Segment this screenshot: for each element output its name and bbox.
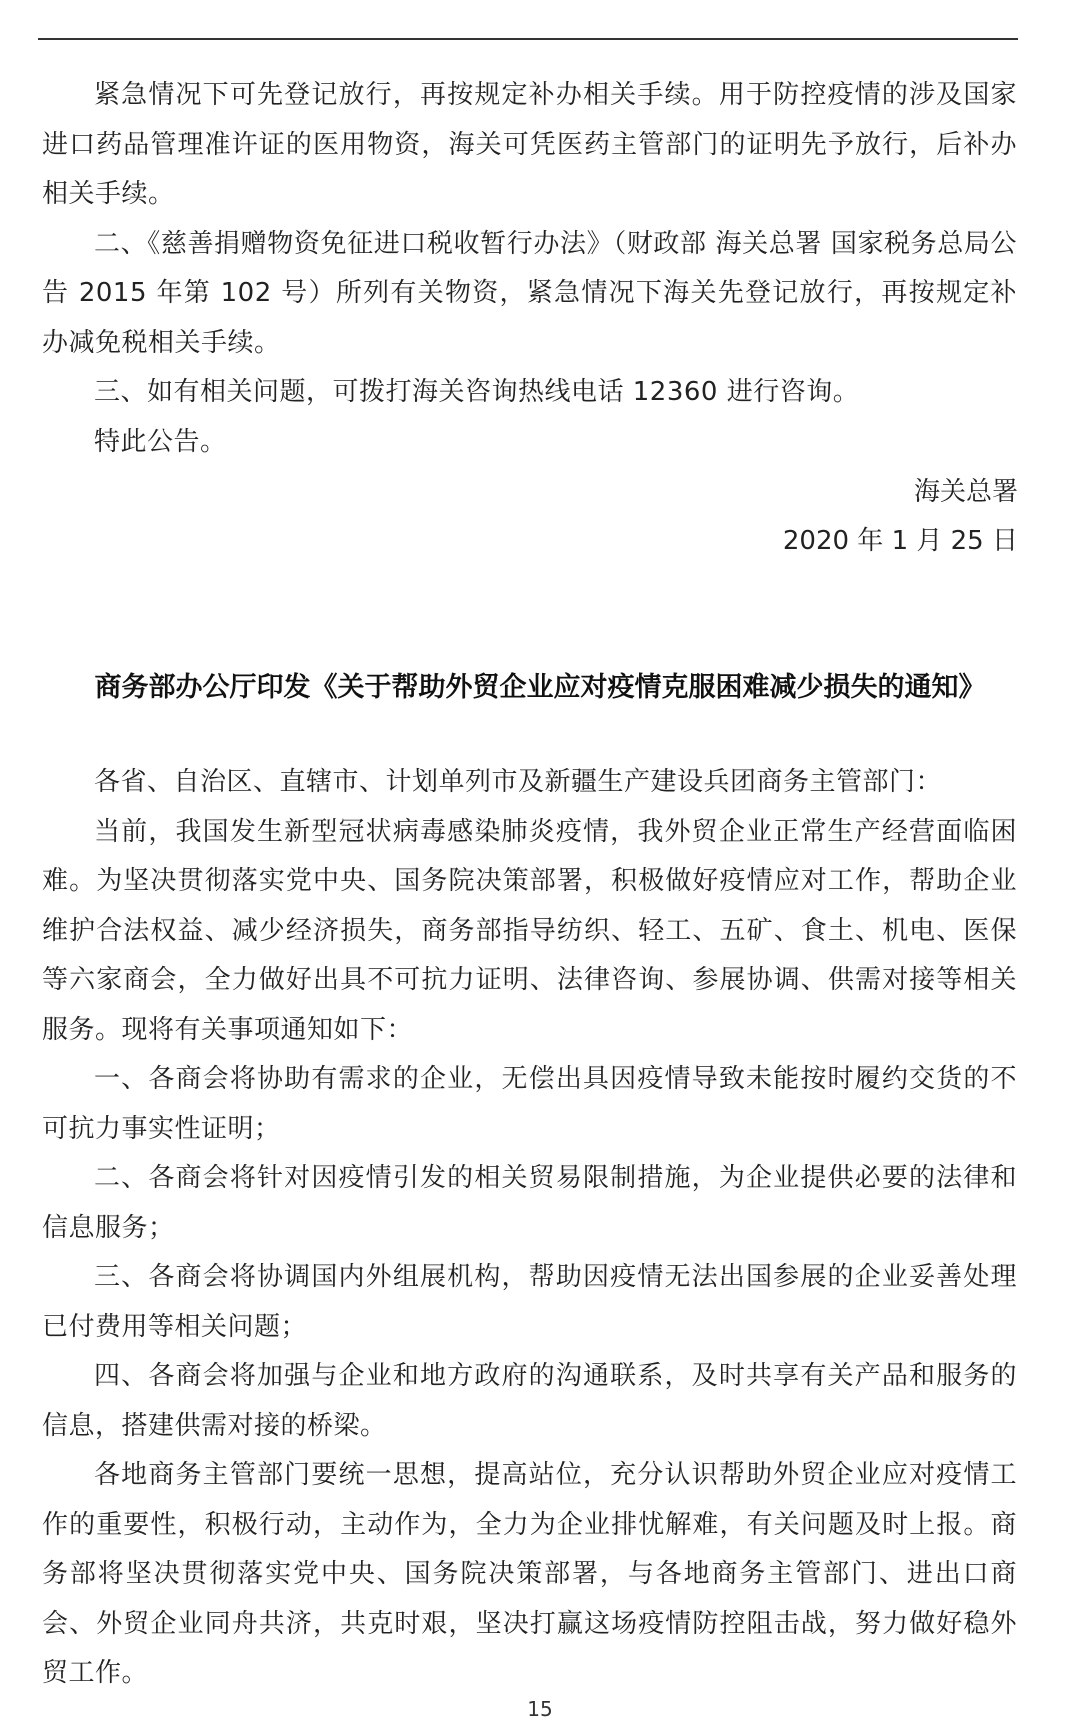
paragraph-item-3: 三、如有相关问题，可拨打海关咨询热线电话 12360 进行咨询。 <box>94 377 860 407</box>
top-rule-divider <box>38 38 1018 40</box>
paragraph-closing: 特此公告。 <box>94 426 227 457</box>
paragraph-intro: 当前，我国发生新型冠状病毒感染肺炎疫情，我外贸企业正常生产经营面临困难。为坚决贯彻落实党中央、国务院决策部署，积极做好疫情应对工作，帮助企业维护合法权益、减少经济损失，商务部指导纺织、轻工、五矿、食土、机电、医保等六家商会，全力做好出具不可抗力证明、法律咨询、参展协调、供需对接等相关服务。现将有关事项通知如下： <box>42 816 1017 1045</box>
commerce-notice-body <box>42 758 1017 1699</box>
paragraph-item-2: 二、《慈善捐赠物资免征进口税收暂行办法》（财政部 海关总署 国家税务总局公告 2015 年第 102 号）所列有关物资，紧急情况下海关先登记放行，再按规定补办减免税相关手续。 <box>42 228 1017 358</box>
paragraph-addressee: 各省、自治区、直辖市、计划单列市及新疆生产建设兵团商务主管部门： <box>94 767 943 797</box>
paragraph-item-3: 三、各商会将协调国内外组展机构，帮助因疫情无法出国参展的企业妥善处理已付费用等相关问题； <box>42 1262 1017 1342</box>
paragraph-item-1: 一、各商会将协助有需求的企业，无偿出具因疫情导致未能按时履约交货的不可抗力事实性证明； <box>42 1064 1017 1144</box>
signature-date: 2020 年 1 月 25 日 <box>782 526 1018 556</box>
paragraph-item-4: 四、各商会将加强与企业和地方政府的沟通联系，及时共享有关产品和服务的信息，搭建供需对接的桥梁。 <box>42 1361 1017 1441</box>
paragraph-continued: 紧急情况下可先登记放行，再按规定补办相关手续。用于防控疫情的涉及国家进口药品管理准许证的医用物资，海关可凭医药主管部门的证明先予放行，后补办相关手续。 <box>42 80 1017 209</box>
notice-title: 商务部办公厅印发《关于帮助外贸企业应对疫情克服困难减少损失的通知》 <box>94 672 986 703</box>
page-number: 15 <box>527 1697 553 1721</box>
customs-announcement-body <box>42 71 1017 467</box>
paragraph-conclusion: 各地商务主管部门要统一思想，提高站位，充分认识帮助外贸企业应对疫情工作的重要性，积极行动，主动作为，全力为企业排忧解难，有关问题及时上报。商务部将坚决贯彻落实党中央、国务院决策部署，与各地商务主管部门、进出口商会、外贸企业同舟共济，共克时艰，坚决打赢这场疫情防控阻击战，努力做好稳外贸工作。 <box>42 1460 1017 1688</box>
signature-organization: 海关总署 <box>913 477 1018 507</box>
paragraph-item-2: 二、各商会将针对因疫情引发的相关贸易限制措施，为企业提供必要的法律和信息服务； <box>42 1163 1017 1243</box>
